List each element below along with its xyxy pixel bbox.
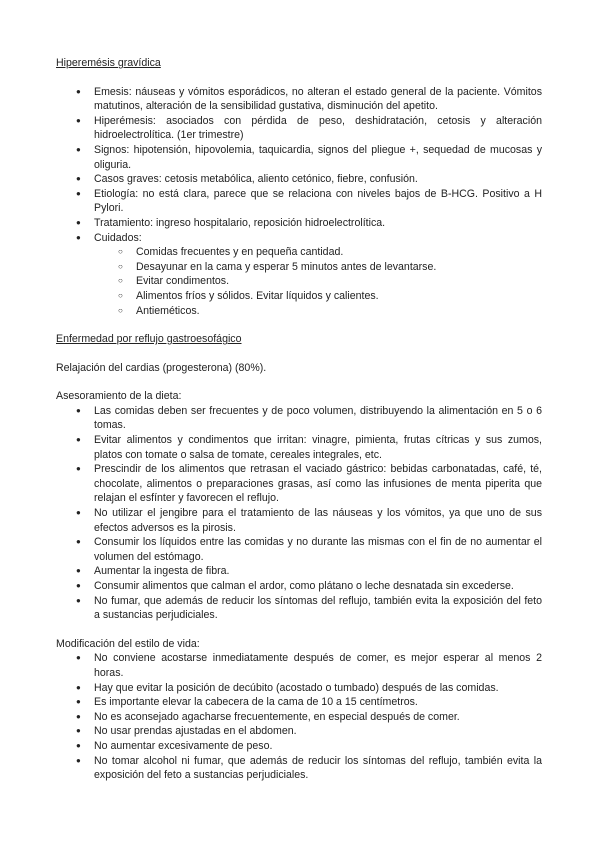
list-item: ● Consumir alimentos que calman el ardor, como plátano o leche desnatada sin excederse. (56, 579, 542, 594)
section-spacer (56, 318, 542, 332)
section-spacer (56, 623, 542, 637)
dieta-label: Asesoramiento de la dieta: (56, 390, 182, 403)
list-item: ● No utilizar el jengibre para el tratamiento de las náuseas y los vómitos, ya que uno de sus efectos adversos es la pirosis. (56, 506, 542, 535)
sublist-item: ○ Comidas frecuentes y en pequeña cantidad. (116, 245, 542, 260)
cuidados-label: Cuidados: (94, 231, 142, 244)
sublist-item: ○ Alimentos fríos y sólidos. Evitar líquidos y calientes. (116, 289, 542, 304)
estilo-list (56, 651, 542, 782)
list-item: ● Las comidas deben ser frecuentes y de poco volumen, distribuyendo la alimentación en 5 o 6 tomas. (56, 404, 542, 433)
list-item: ● No fumar, que además de reducir los síntomas del reflujo, también evita la exposición del feto a sustancias perjudiciales. (56, 594, 542, 623)
dieta-list (56, 404, 542, 623)
list-item: ● No tomar alcohol ni fumar, que además de reducir los síntomas del reflujo, también evita la exposición del feto a sustancias perjudiciales. (56, 754, 542, 783)
sublist-item: ○ Antieméticos. (116, 304, 542, 319)
list-item-casos-graves: ● Casos graves: cetosis metabólica, aliento cetónico, fiebre, confusión. (56, 172, 542, 187)
cuidados-sublist (116, 245, 542, 318)
list-item: ● No es aconsejado agacharse frecuentemente, en especial después de comer. (56, 710, 542, 725)
list-item-etiologia: ● Etiología: no está clara, parece que se relaciona con niveles bajos de B-HCG. Positivo a H Pylori. (56, 187, 542, 216)
list-item: ● Aumentar la ingesta de fibra. (56, 564, 542, 579)
list-item-signos: ● Signos: hipotensión, hipovolemia, taquicardia, signos del pliegue +, sequedad de mucosas y oliguria. (56, 143, 542, 172)
list-item-cuidados (56, 231, 542, 319)
list-item: ● No usar prendas ajustadas en el abdomen. (56, 724, 542, 739)
list-item-hiperemesis: ● Hiperémesis: asociados con pérdida de peso, deshidratación, cetosis y alteración hidroelectrolítica. (1er trimestre) (56, 114, 542, 143)
list-item: ● Evitar alimentos y condimentos que irritan: vinagre, pimienta, frutas cítricas y sus zumos, platos con tomate o salsa de tomate, cereales integrales, etc. (56, 433, 542, 462)
estilo-label: Modificación del estilo de vida: (56, 637, 200, 650)
list-item: ● Prescindir de los alimentos que retrasan el vaciado gástrico: bebidas carbonatadas, café, té, chocolate, alimentos o preparaciones grasas, así como las infusiones de menta piperita que relajan el esfínter y favorecen el reflujo. (56, 462, 542, 506)
list-item-emesis: ● Emesis: náuseas y vómitos esporádicos, no alteran el estado general de la paciente. Vómitos matutinos, alteración de la sensibilidad gustativa, disminución del apetito. (56, 85, 542, 114)
list-item-tratamiento: ● Tratamiento: ingreso hospitalario, reposición hidroelectrolítica. (56, 216, 542, 231)
document-page (56, 56, 542, 783)
section-title-reflujo: Enfermedad por reflujo gastroesofágico (56, 333, 242, 346)
sublist-item: ○ Desayunar en la cama y esperar 5 minutos antes de levantarse. (116, 260, 542, 275)
list-item: ● No conviene acostarse inmediatamente después de comer, es mejor esperar al menos 2 horas. (56, 651, 542, 680)
list-item: ● Hay que evitar la posición de decúbito (acostado o tumbado) después de las comidas. (56, 681, 542, 696)
hiperemesis-list (56, 85, 542, 319)
reflujo-intro: Relajación del cardias (progesterona) (80%). (56, 361, 267, 374)
list-item: ● Es importante elevar la cabecera de la cama de 10 a 15 centímetros. (56, 695, 542, 710)
section-title-hiperemesis: Hiperemésis gravídica (56, 57, 161, 69)
list-item: ● Consumir los líquidos entre las comidas y no durante las mismas con el fin de no aumentar el volumen del estómago. (56, 535, 542, 564)
list-item: ● No aumentar excesivamente de peso. (56, 739, 542, 754)
sublist-item: ○ Evitar condimentos. (116, 274, 542, 289)
